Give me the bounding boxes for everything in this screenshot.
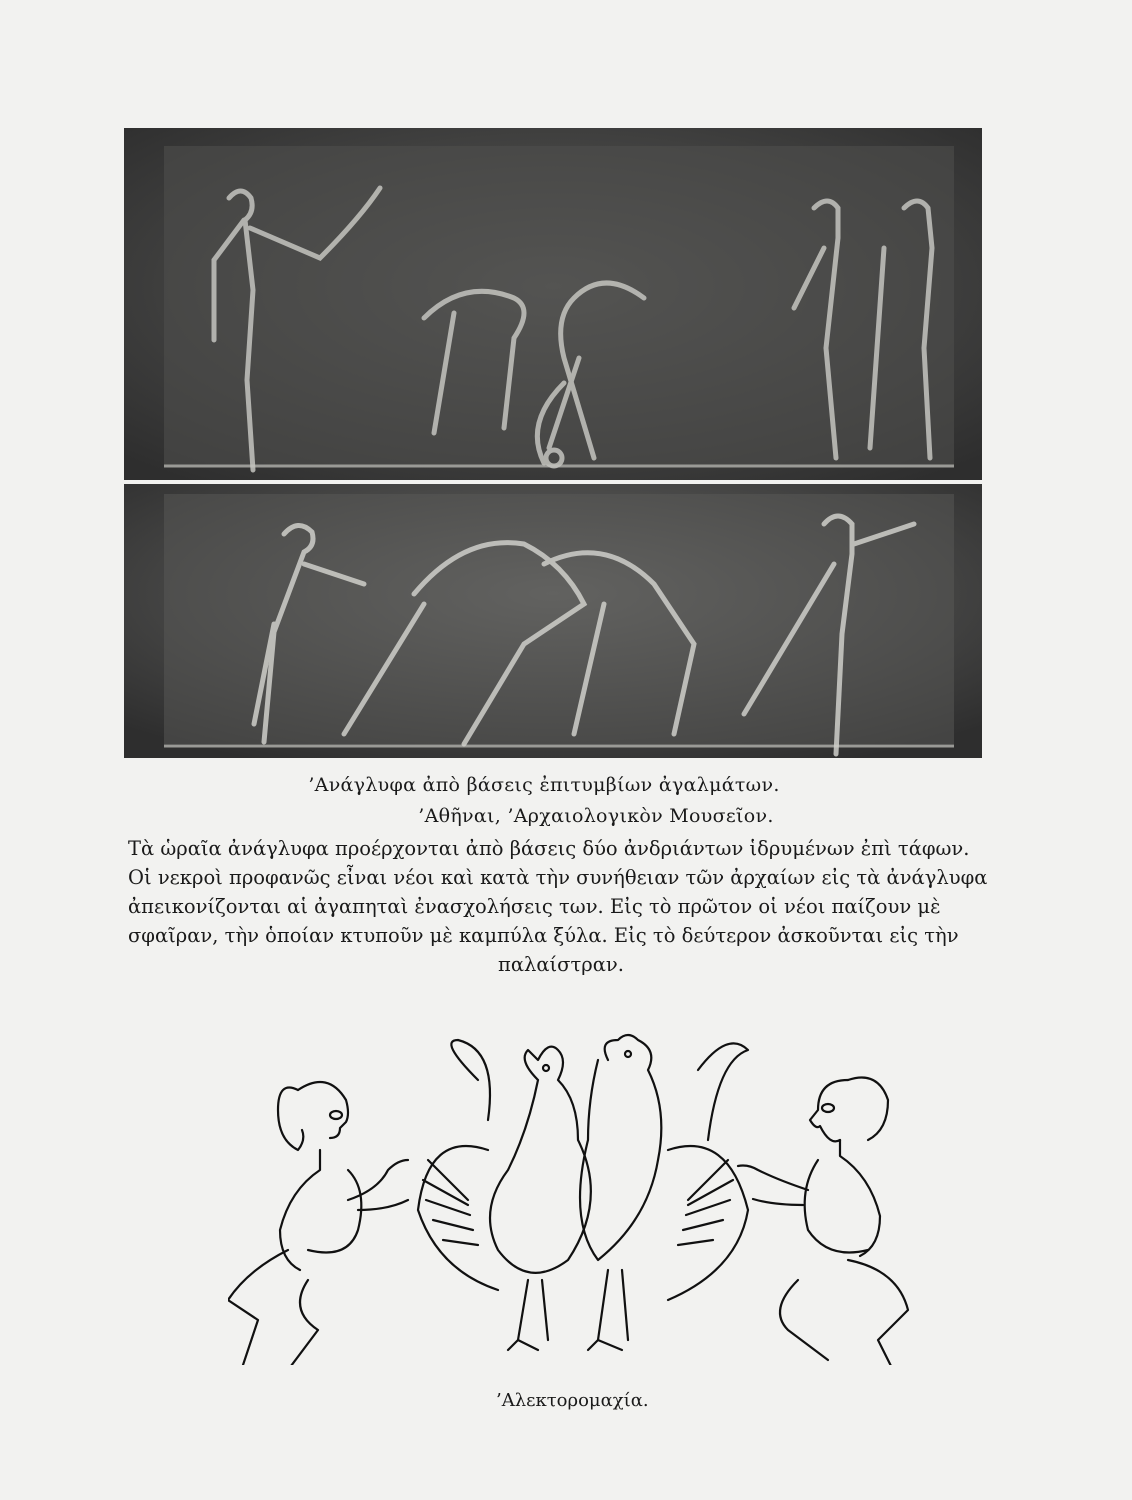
- paragraph-line: Οἱ νεκροὶ προφανῶς εἶναι νέοι καὶ κατὰ τὴν συνήθειαν τῶν ἀρχαίων εἰς τὰ ἀνάγλυφα: [128, 866, 988, 889]
- paragraph-line: σφαῖραν, τὴν ὁποίαν κτυποῦν μὲ καμπύλα ξύλα. Εἰς τὸ δεύτερον ἀσκοῦνται εἰς τὴν: [128, 924, 959, 947]
- description-paragraph: [128, 834, 994, 979]
- cockfight-caption: ’Αλεκτορομαχία.: [496, 1390, 649, 1411]
- relief-photo-ball-game: [124, 128, 982, 480]
- cockfight-drawing: [228, 1020, 928, 1365]
- relief-ball-game-image: [124, 128, 982, 480]
- relief-wrestling-image: [124, 484, 982, 758]
- paragraph-line: ἀπεικονίζονται αἱ ἀγαπηταὶ ἐνασχολήσεις των. Εἰς τὸ πρῶτον οἱ νέοι παίζουν μὲ: [128, 895, 941, 918]
- relief-caption-title: ’Ανάγλυφα ἀπὸ βάσεις ἐπιτυμβίων ἀγαλμάτων.: [308, 774, 780, 796]
- paragraph-line: Τὰ ὡραῖα ἀνάγλυφα προέρχονται ἀπὸ βάσεις δύο ἀνδριάντων ἱδρυμένων ἐπὶ τάφων.: [128, 837, 970, 860]
- relief-photo-wrestling: [124, 484, 982, 758]
- paragraph-line: παλαίστραν.: [498, 953, 624, 976]
- relief-caption-location: ’Αθῆναι, ’Αρχαιολογικὸν Μουσεῖον.: [418, 805, 774, 827]
